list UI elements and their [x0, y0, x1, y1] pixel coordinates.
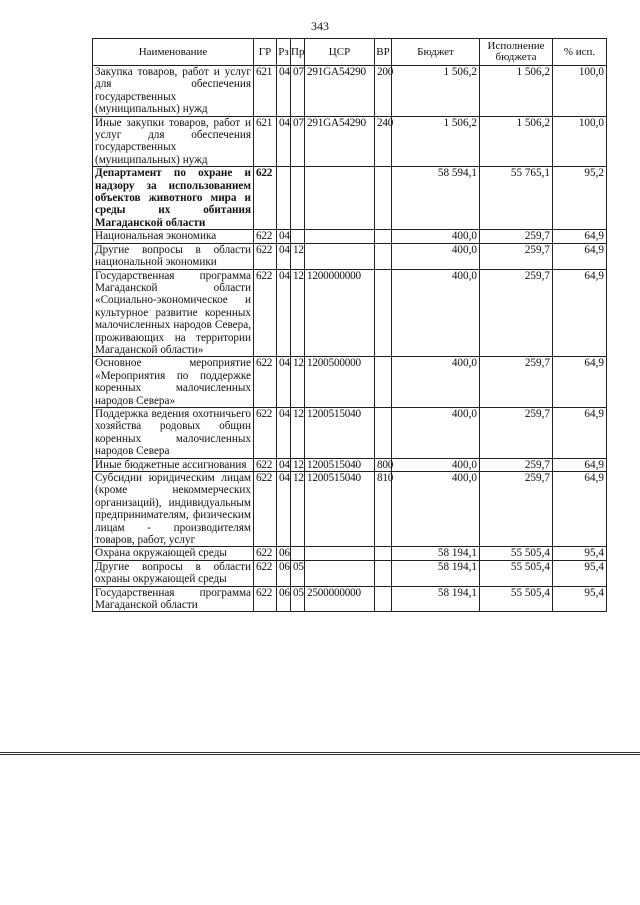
- row-name: Другие вопросы в области национальной экономики: [93, 243, 254, 269]
- row-gr: 621: [254, 116, 277, 167]
- row-gr: 622: [254, 560, 277, 586]
- row-execution: 259,7: [480, 472, 553, 547]
- row-name: Другие вопросы в области охраны окружающей среды: [93, 560, 254, 586]
- row-name: Департамент по охране и надзору за использованием объектов животного мира и среды их обитания Магаданской области: [93, 167, 254, 230]
- row-vr: [375, 230, 392, 243]
- row-vr: 810: [375, 472, 392, 547]
- row-rz: 04: [277, 66, 291, 117]
- row-budget: 58 594,1: [392, 167, 480, 230]
- footer-divider: [0, 754, 640, 755]
- row-rz: 04: [277, 458, 291, 471]
- header-percent: % исп.: [553, 39, 607, 66]
- row-name: Иные бюджетные ассигнования: [93, 458, 254, 471]
- row-execution: 259,7: [480, 407, 553, 458]
- row-percent: 64,9: [553, 269, 607, 357]
- row-percent: 100,0: [553, 66, 607, 117]
- row-execution: 1 506,2: [480, 116, 553, 167]
- row-budget: 400,0: [392, 458, 480, 471]
- header-name: Наименование: [93, 39, 254, 66]
- row-csr: 1200515040: [305, 472, 375, 547]
- row-pr: 12: [291, 407, 305, 458]
- row-execution: 259,7: [480, 458, 553, 471]
- page-number: 343: [311, 19, 329, 33]
- table-row: [93, 116, 607, 167]
- row-rz: 06: [277, 586, 291, 612]
- table-row: [93, 167, 607, 230]
- table-row: [93, 269, 607, 357]
- row-csr: 291GA54290: [305, 116, 375, 167]
- row-csr: 1200500000: [305, 357, 375, 408]
- row-execution: 55 505,4: [480, 547, 553, 560]
- row-budget: 1 506,2: [392, 116, 480, 167]
- row-percent: 64,9: [553, 357, 607, 408]
- row-vr: [375, 357, 392, 408]
- row-execution: 1 506,2: [480, 66, 553, 117]
- row-pr: 12: [291, 472, 305, 547]
- table-row: [93, 407, 607, 458]
- row-percent: 95,4: [553, 560, 607, 586]
- row-rz: [277, 167, 291, 230]
- row-percent: 95,4: [553, 586, 607, 612]
- row-vr: [375, 560, 392, 586]
- row-rz: 04: [277, 243, 291, 269]
- row-vr: 800: [375, 458, 392, 471]
- row-name: Охрана окружающей среды: [93, 547, 254, 560]
- row-csr: 1200515040: [305, 458, 375, 471]
- budget-execution-table: [92, 38, 607, 612]
- row-rz: 04: [277, 116, 291, 167]
- row-percent: 95,2: [553, 167, 607, 230]
- row-csr: 2500000000: [305, 586, 375, 612]
- row-percent: 100,0: [553, 116, 607, 167]
- row-pr: 07: [291, 66, 305, 117]
- row-csr: 291GA54290: [305, 66, 375, 117]
- table-row: [93, 472, 607, 547]
- row-budget: 400,0: [392, 269, 480, 357]
- row-rz: 04: [277, 472, 291, 547]
- row-name: Национальная экономика: [93, 230, 254, 243]
- row-budget: 400,0: [392, 243, 480, 269]
- row-vr: [375, 269, 392, 357]
- row-pr: [291, 547, 305, 560]
- row-gr: 622: [254, 167, 277, 230]
- row-gr: 622: [254, 586, 277, 612]
- header-execution: Исполнение бюджета: [480, 39, 553, 66]
- table-row: [93, 243, 607, 269]
- row-vr: [375, 167, 392, 230]
- row-execution: 259,7: [480, 243, 553, 269]
- row-name: Субсидии юридическим лицам (кроме некоммерческих организаций), индивидуальным предпринимателям, физическим лицам - производителям товаров, работ, услуг: [93, 472, 254, 547]
- row-rz: 06: [277, 547, 291, 560]
- header-pr: Пр: [291, 39, 305, 66]
- row-csr: [305, 547, 375, 560]
- row-rz: 04: [277, 357, 291, 408]
- row-name: Поддержка ведения охотничьего хозяйства родовых общин коренных малочисленных народов Севера: [93, 407, 254, 458]
- row-execution: 55 505,4: [480, 586, 553, 612]
- row-pr: 12: [291, 269, 305, 357]
- table-row: [93, 560, 607, 586]
- row-csr: [305, 230, 375, 243]
- row-name: Основное мероприятие «Мероприятия по поддержке коренных малочисленных народов Севера»: [93, 357, 254, 408]
- row-execution: 259,7: [480, 357, 553, 408]
- row-pr: 07: [291, 116, 305, 167]
- row-execution: 259,7: [480, 269, 553, 357]
- row-budget: 400,0: [392, 230, 480, 243]
- table-row: [93, 357, 607, 408]
- row-budget: 58 194,1: [392, 586, 480, 612]
- row-percent: 64,9: [553, 243, 607, 269]
- row-pr: [291, 230, 305, 243]
- row-execution: 55 765,1: [480, 167, 553, 230]
- table-row: [93, 547, 607, 560]
- header-csr: ЦСР: [305, 39, 375, 66]
- header-gr: ГР: [254, 39, 277, 66]
- row-gr: 622: [254, 357, 277, 408]
- row-pr: 12: [291, 243, 305, 269]
- row-vr: [375, 547, 392, 560]
- row-budget: 400,0: [392, 407, 480, 458]
- row-csr: 1200515040: [305, 407, 375, 458]
- row-gr: 622: [254, 230, 277, 243]
- row-csr: [305, 167, 375, 230]
- row-execution: 55 505,4: [480, 560, 553, 586]
- row-gr: 622: [254, 472, 277, 547]
- row-vr: [375, 243, 392, 269]
- row-gr: 622: [254, 243, 277, 269]
- row-budget: 58 194,1: [392, 560, 480, 586]
- row-gr: 622: [254, 407, 277, 458]
- row-pr: 12: [291, 357, 305, 408]
- row-vr: 200: [375, 66, 392, 117]
- table-header-row: [93, 39, 607, 66]
- table-row: [93, 458, 607, 471]
- row-vr: [375, 586, 392, 612]
- row-percent: 64,9: [553, 407, 607, 458]
- row-rz: 04: [277, 269, 291, 357]
- header-rz: Рз: [277, 39, 291, 66]
- row-name: Иные закупки товаров, работ и услуг для обеспечения государственных (муниципальных) нужд: [93, 116, 254, 167]
- row-csr: [305, 243, 375, 269]
- row-budget: 58 194,1: [392, 547, 480, 560]
- row-budget: 400,0: [392, 357, 480, 408]
- table-row: [93, 230, 607, 243]
- row-rz: 06: [277, 560, 291, 586]
- row-vr: [375, 407, 392, 458]
- row-pr: 05: [291, 560, 305, 586]
- row-pr: 05: [291, 586, 305, 612]
- header-vr: ВР: [375, 39, 392, 66]
- row-rz: 04: [277, 230, 291, 243]
- row-name: Закупка товаров, работ и услуг для обеспечения государственных (муниципальных) нужд: [93, 66, 254, 117]
- row-csr: [305, 560, 375, 586]
- table-row: [93, 586, 607, 612]
- row-percent: 64,9: [553, 230, 607, 243]
- row-name: Государственная программа Магаданской области «Социально-экономическое и культурное развитие коренных малочисленных народов Севера, проживающих на территории Магаданской области»: [93, 269, 254, 357]
- row-budget: 400,0: [392, 472, 480, 547]
- row-execution: 259,7: [480, 230, 553, 243]
- row-gr: 621: [254, 66, 277, 117]
- row-budget: 1 506,2: [392, 66, 480, 117]
- header-budget: Бюджет: [392, 39, 480, 66]
- table-row: [93, 66, 607, 117]
- row-rz: 04: [277, 407, 291, 458]
- row-vr: 240: [375, 116, 392, 167]
- row-gr: 622: [254, 547, 277, 560]
- row-name: Государственная программа Магаданской области: [93, 586, 254, 612]
- row-csr: 1200000000: [305, 269, 375, 357]
- row-gr: 622: [254, 458, 277, 471]
- row-percent: 64,9: [553, 458, 607, 471]
- row-pr: 12: [291, 458, 305, 471]
- row-gr: 622: [254, 269, 277, 357]
- row-percent: 95,4: [553, 547, 607, 560]
- row-pr: [291, 167, 305, 230]
- row-percent: 64,9: [553, 472, 607, 547]
- footer-divider: [0, 752, 640, 753]
